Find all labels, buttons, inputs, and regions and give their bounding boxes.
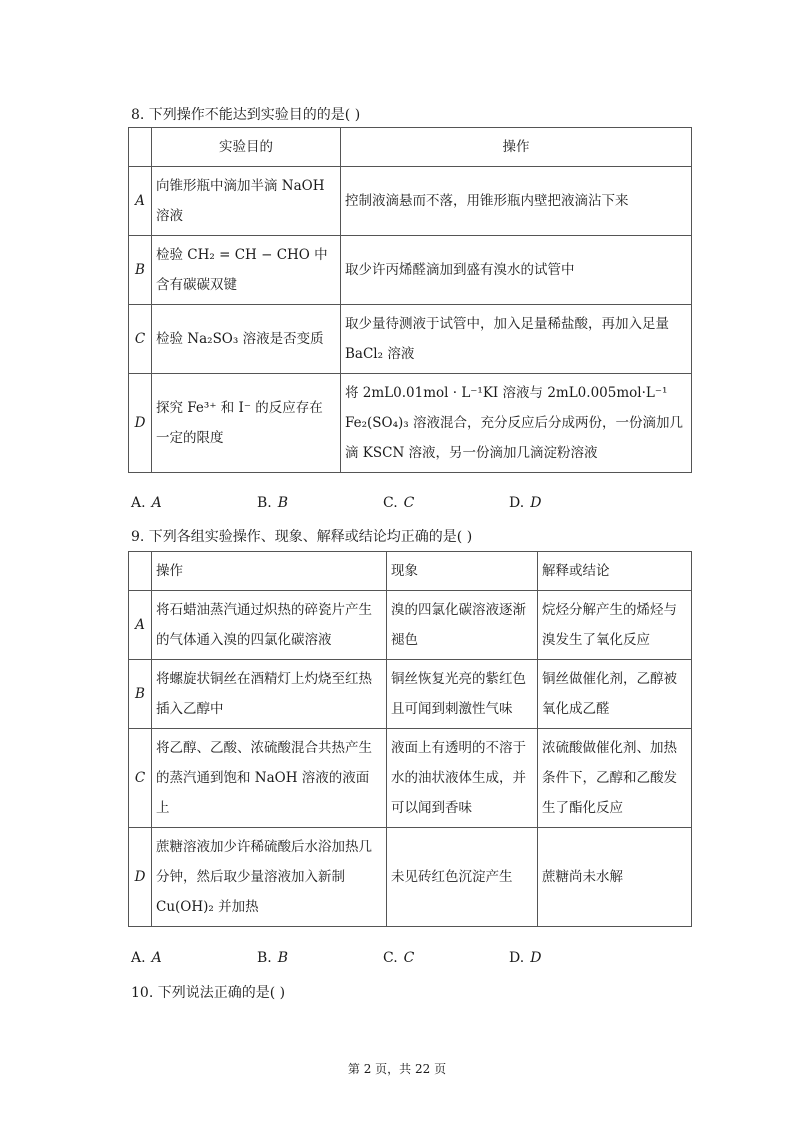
table-row — [129, 660, 692, 729]
question-9-table — [128, 551, 692, 927]
option-b[interactable]: B. B — [257, 950, 289, 966]
operation-cell: 将石蜡油蒸汽通过炽热的碎瓷片产生的气体通入溴的四氯化碳溶液 — [152, 591, 387, 660]
header-cell: 解释或结论 — [538, 552, 692, 591]
table-header-row — [129, 128, 692, 167]
option-c[interactable]: C. C — [383, 950, 415, 966]
question-8-title: 8. 下列操作不能达到实验目的的是( ) — [131, 107, 361, 123]
option-a[interactable]: A. A — [131, 495, 162, 511]
table-row — [129, 167, 692, 236]
purpose-cell: 检验 Na₂SO₃ 溶液是否变质 — [152, 305, 341, 374]
row-letter: C — [129, 729, 152, 828]
purpose-cell: 探究 Fe³⁺ 和 I⁻ 的反应存在一定的限度 — [152, 374, 341, 473]
row-letter: A — [129, 167, 152, 236]
operation-cell: 取少量待测液于试管中，加入足量稀盐酸，再加入足量 BaCl₂ 溶液 — [341, 305, 692, 374]
option-a[interactable]: A. A — [131, 950, 162, 966]
table-header-row — [129, 552, 692, 591]
operation-cell: 控制液滴悬而不落，用锥形瓶内壁把液滴沾下来 — [341, 167, 692, 236]
page-footer: 第 2 页，共 22 页 — [347, 1062, 447, 1076]
header-cell: 操作 — [152, 552, 387, 591]
row-letter: D — [129, 374, 152, 473]
header-cell: 现象 — [387, 552, 538, 591]
table-row — [129, 729, 692, 828]
row-letter: A — [129, 591, 152, 660]
row-letter: D — [129, 828, 152, 927]
row-letter: C — [129, 305, 152, 374]
operation-cell: 取少许丙烯醛滴加到盛有溴水的试管中 — [341, 236, 692, 305]
conclusion-cell: 浓硫酸做催化剂、加热条件下，乙醇和乙酸发生了酯化反应 — [538, 729, 692, 828]
table-row — [129, 828, 692, 927]
header-blank-cell — [129, 552, 152, 591]
operation-cell: 将 2mL0.01mol · L⁻¹KI 溶液与 2mL0.005mol·L⁻¹ Fe₂(SO₄)₃ 溶液混合，充分反应后分成两份，一份滴加几滴 KSCN 溶液，另一份滴加几滴淀粉溶液 — [341, 374, 692, 473]
purpose-cell: 向锥形瓶中滴加半滴 NaOH 溶液 — [152, 167, 341, 236]
phenomenon-cell: 液面上有透明的不溶于水的油状液体生成，并可以闻到香味 — [387, 729, 538, 828]
table-row — [129, 374, 692, 473]
option-d[interactable]: D. D — [509, 495, 542, 511]
phenomenon-cell: 溴的四氯化碳溶液逐渐褪色 — [387, 591, 538, 660]
phenomenon-cell: 未见砖红色沉淀产生 — [387, 828, 538, 927]
row-letter: B — [129, 660, 152, 729]
purpose-cell: 检验 CH₂ = CH − CHO 中含有碳碳双键 — [152, 236, 341, 305]
conclusion-cell: 烷烃分解产生的烯烃与溴发生了氧化反应 — [538, 591, 692, 660]
header-cell: 实验目的 — [152, 128, 341, 167]
operation-cell: 将螺旋状铜丝在酒精灯上灼烧至红热插入乙醇中 — [152, 660, 387, 729]
conclusion-cell: 蔗糖尚未水解 — [538, 828, 692, 927]
header-cell: 操作 — [341, 128, 692, 167]
option-d[interactable]: D. D — [509, 950, 542, 966]
question-10-title: 10. 下列说法正确的是( ) — [131, 985, 286, 1001]
operation-cell: 将乙醇、乙酸、浓硫酸混合共热产生的蒸汽通到饱和 NaOH 溶液的液面上 — [152, 729, 387, 828]
operation-cell: 蔗糖溶液加少许稀硫酸后水浴加热几分钟，然后取少量溶液加入新制 Cu(OH)₂ 并加热 — [152, 828, 387, 927]
question-9-title: 9. 下列各组实验操作、现象、解释或结论均正确的是( ) — [131, 529, 473, 545]
phenomenon-cell: 铜丝恢复光亮的紫红色且可闻到刺激性气味 — [387, 660, 538, 729]
table-row — [129, 591, 692, 660]
table-row — [129, 236, 692, 305]
conclusion-cell: 铜丝做催化剂，乙醇被氧化成乙醛 — [538, 660, 692, 729]
option-b[interactable]: B. B — [257, 495, 289, 511]
header-blank-cell — [129, 128, 152, 167]
row-letter: B — [129, 236, 152, 305]
question-8-table — [128, 127, 692, 473]
option-c[interactable]: C. C — [383, 495, 415, 511]
table-row — [129, 305, 692, 374]
